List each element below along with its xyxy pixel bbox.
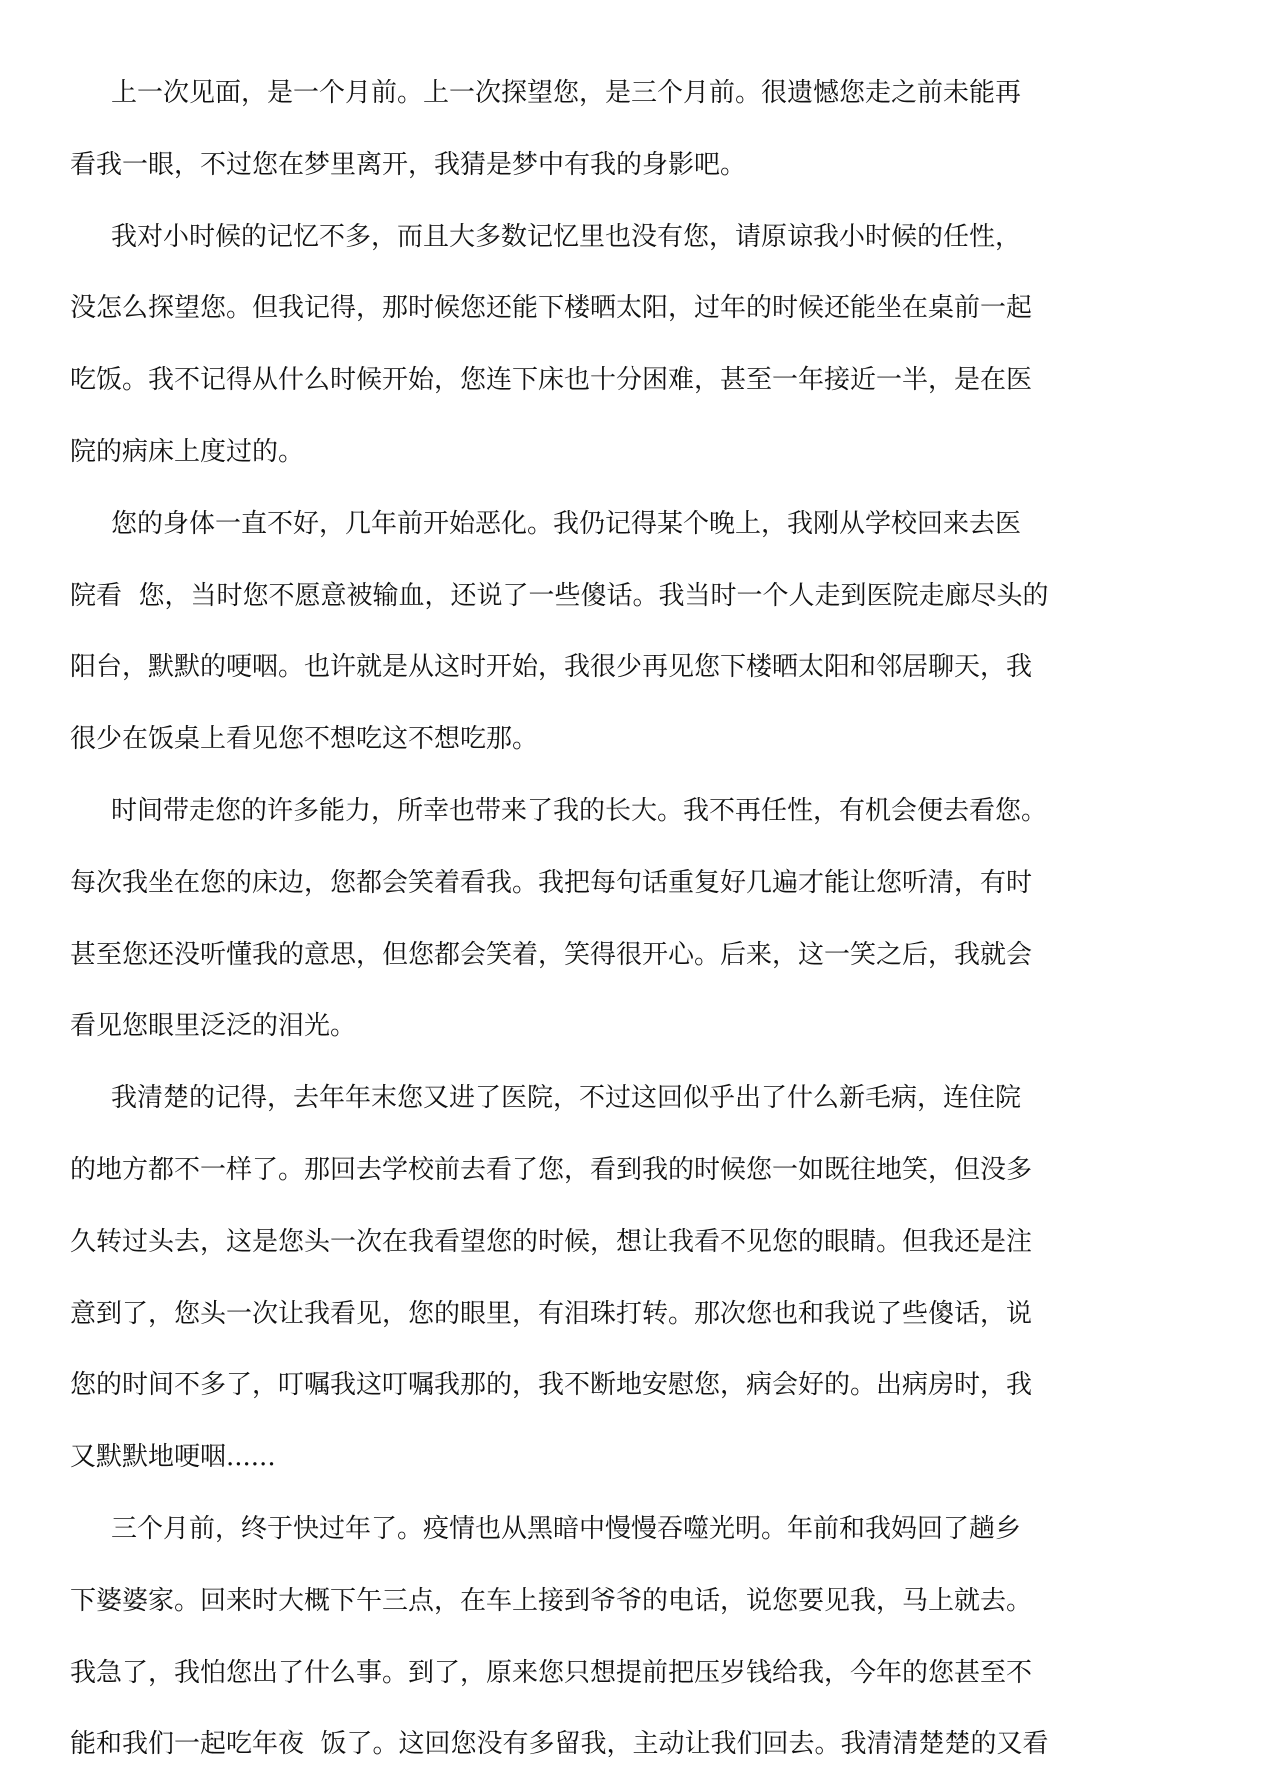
document-body xyxy=(70,58,1240,1781)
paragraph xyxy=(70,1063,1240,1494)
text-line: 的地方都不一样了。那回去学校前去看了您，看到我的时候您一如既往地笑，但没多 xyxy=(70,1154,1033,1185)
paragraph xyxy=(70,489,1240,776)
text-line: 很少在饭桌上看见您不想吃这不想吃那。 xyxy=(70,724,539,755)
text-line: 吃饭。我不记得从什么时候开始，您连下床也十分困难，甚至一年接近一半，是在医 xyxy=(70,365,1033,396)
text-line: 阳台，默默的哽咽。也许就是从这时开始，我很少再见您下楼晒太阳和邻居聊天，我 xyxy=(70,652,1033,683)
text-line: 甚至您还没听懂我的意思，但您都会笑着，笑得很开心。后来，这一笑之后，我就会 xyxy=(70,939,1033,970)
text-line: 您的时间不多了，叮嘱我这叮嘱我那的，我不断地安慰您，病会好的。出病房时，我 xyxy=(70,1370,1033,1401)
text-line: 每次我坐在您的床边，您都会笑着看我。我把每句话重复好几遍才能让您听清，有时 xyxy=(70,867,1033,898)
text-line: 又默默地哽咽...... xyxy=(70,1442,276,1473)
paragraph xyxy=(70,776,1240,1063)
text-line: 上一次见面，是一个月前。上一次探望您，是三个月前。很遗憾您走之前未能再 xyxy=(111,78,1022,108)
text-line: 您的身体一直不好，几年前开始恶化。我仍记得某个晚上，我刚从学校回来去医 xyxy=(111,508,1022,539)
paragraph xyxy=(70,202,1240,489)
text-line: 下婆婆家。回来时大概下午三点，在车上接到爷爷的电话，说您要见我，马上就去。 xyxy=(70,1585,1033,1616)
text-line: 院看 您，当时您不愿意被输血，还说了一些傻话。我当时一个人走到医院走廊尽头的 xyxy=(70,580,1049,611)
text-line: 意到了，您头一次让我看见，您的眼里，有泪珠打转。那次您也和我说了些傻话，说 xyxy=(70,1298,1033,1329)
text-line: 院的病床上度过的。 xyxy=(70,436,305,467)
paragraph xyxy=(70,1494,1240,1781)
text-line: 我对小时候的记忆不多，而且大多数记忆里也没有您，请原谅我小时候的任性， xyxy=(111,221,1022,252)
text-line: 我清楚的记得，去年年末您又进了医院，不过这回似乎出了什么新毛病，连住院 xyxy=(111,1083,1022,1114)
text-line: 久转过头去，这是您头一次在我看望您的时候，想让我看不见您的眼睛。但我还是注 xyxy=(70,1226,1033,1257)
text-line: 没怎么探望您。但我记得，那时候您还能下楼晒太阳，过年的时候还能坐在桌前一起 xyxy=(70,293,1033,324)
text-line: 我急了，我怕您出了什么事。到了，原来您只想提前把压岁钱给我，今年的您甚至不 xyxy=(70,1657,1033,1688)
text-line: 时间带走您的许多能力，所幸也带来了我的长大。我不再任性，有机会便去看您。 xyxy=(111,795,1048,826)
paragraph xyxy=(70,58,1240,202)
text-line: 能和我们一起吃年夜 饭了。这回您没有多留我，主动让我们回去。我清清楚楚的又看 xyxy=(70,1729,1049,1760)
text-line: 三个月前，终于快过年了。疫情也从黑暗中慢慢吞噬光明。年前和我妈回了趟乡 xyxy=(111,1513,1022,1544)
text-line: 看见您眼里泛泛的泪光。 xyxy=(70,1011,357,1042)
text-line: 看我一眼，不过您在梦里离开，我猜是梦中有我的身影吧。 xyxy=(70,149,747,180)
